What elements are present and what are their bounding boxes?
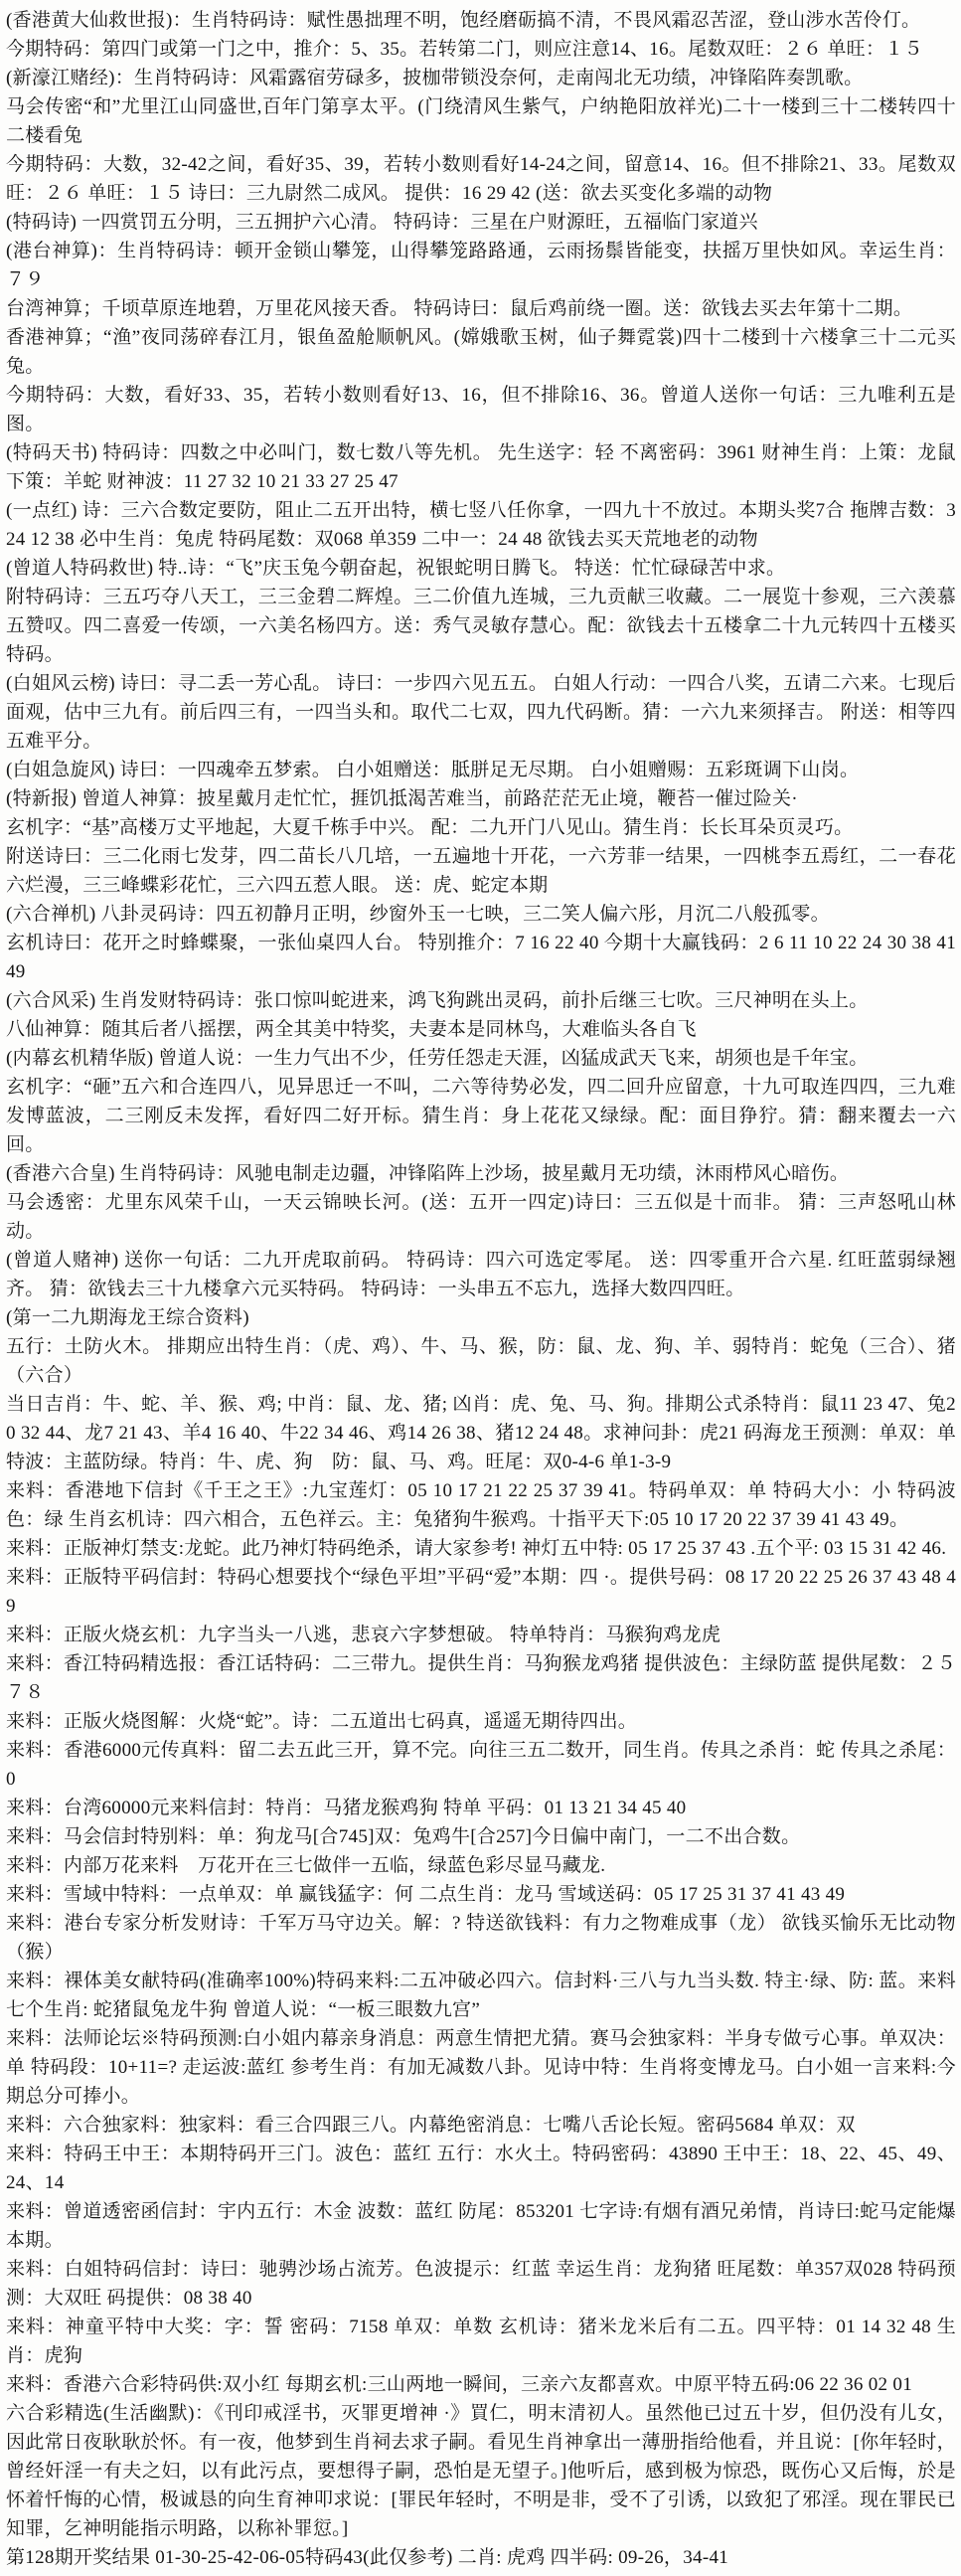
text-paragraph: 来料：台湾60000元来料信封：特肖：马猪龙猴鸡狗 特单 平码：01 13 21 34 45 40: [6, 1798, 687, 1818]
text-paragraph: 来料：法师论坛※特码预测:白小姐内幕亲身消息：两意生情把尤猜。赛马会独家料：半身专做亏心事。单双决：单 特码段：10+11=? 走运波:蓝红 参考生肖：有加无减数八卦。见诗中特：生肖将变博龙马。白小姐一言来料:今期总分可捧小。: [6, 2028, 956, 2107]
text-paragraph: (曾道人特码救世) 特..诗：“飞”庆玉兔今朝奋起，祝银蛇明日腾飞。 特送：忙忙碌碌苦中求。: [6, 558, 786, 579]
text-paragraph: 今期特码：第四门或第一门之中，推介：5、35。若转第二门，则应注意14、16。尾数双旺：２６ 单旺：１５: [6, 39, 923, 60]
text-paragraph: 来料：港台专家分析发财诗：千军万马守边关。解：? 特送欲钱料：有力之物难成事（龙） 欲钱买愉乐无比动物（猴）: [6, 1913, 956, 1963]
text-paragraph: 当日吉肖：牛、蛇、羊、猴、鸡; 中肖：鼠、龙、猪; 凶肖：虎、兔、马、狗。排期公式杀特肖：鼠11 23 47、兔20 32 44、龙7 21 43、羊4 16 40、牛22 34 46、鸡14 26 38、猪12 24 48。求神问卦：虎21 码海龙王预测：单双：单 特波：主蓝防绿。特肖：牛、虎、狗 防：鼠、马、鸡。旺尾：双0-4-6 单1-3-9: [6, 1394, 956, 1472]
text-paragraph: (第一二九期海龙王综合资料): [6, 1307, 249, 1328]
text-paragraph: (香港黄大仙救世报)：生肖特码诗：赋性愚拙理不明，饱经磨砺搞不清，不畏风霜忍苦涩，登山涉水苦伶仃。: [6, 10, 921, 31]
text-paragraph: 玄机诗曰：花开之时蜂蝶聚，一张仙桌四人台。 特别推介：7 16 22 40 今期十大赢钱码：2 6 11 10 22 24 30 38 41 49: [6, 933, 956, 982]
text-paragraph: (白姐急旋风) 诗曰：一四魂牵五梦索。 白小姐赠送：胝胼足无尽期。 白小姐赠赐：五彩斑调下山岗。: [6, 760, 860, 780]
text-paragraph: (曾道人赌神) 送你一句话：二九开虎取前码。 特码诗：四六可选定零尾。 送：四零重开合六星. 红旺蓝弱绿翘齐。 猜：欲钱去三十九楼拿六元买特码。 特码诗：一头串五不忘九，选择大数四四旺。: [6, 1250, 956, 1299]
text-paragraph: 来料：马会信封特别料：单：狗龙马[合745]双：兔鸡牛[合257]今日偏中南门，一二不出合数。: [6, 1826, 801, 1847]
text-paragraph: 来料：正版火烧玄机：九字当头一八逃，悲哀六字梦想破。 特单特肖：马猴狗鸡龙虎: [6, 1625, 721, 1645]
text-paragraph: 来料：特码王中王：本期特码开三门。波色：蓝红 五行：水火土。特码密码：43890 王中王：18、22、45、49、24、14: [6, 2144, 956, 2193]
text-paragraph: 附特码诗：三五巧夺八天工，三三金碧二辉煌。三二价值九连城，三九贡献三收藏。二一展览十参观，三六羡慕五赞叹。四二喜爱一传颂，一六美名杨四方。送：秀气灵敏存慧心。配：欲钱去十五楼拿二十九元转四十五楼买特码。: [6, 587, 956, 665]
text-paragraph: 第128期开奖结果 01-30-25-42-06-05特码43(此仅参考) 二肖: 虎鸡 四半码: 09-26，34-41: [6, 2547, 729, 2568]
text-paragraph: 今期特码：大数，看好33、35，若转小数则看好13、16，但不排除16、36。曾道人送你一句话：三九唯利五是图。: [6, 385, 956, 434]
text-paragraph: (内幕玄机精华版) 曾道人说：一生力气出不少，任劳任怨走天涯，凶猛成武天飞来，胡须也是千年宝。: [6, 1048, 869, 1069]
text-paragraph: 玄机字：“基”高楼万丈平地起，大夏千栋手中兴。 配：二九开门八见山。猜生肖：长长耳朵页灵巧。: [6, 817, 854, 838]
text-paragraph: 台湾神算；千顷草原连地碧，万里花风接天香。 特码诗曰：鼠后鸡前绕一圈。送：欲钱去买去年第十二期。: [6, 298, 913, 319]
text-paragraph: 马会传密“和”尤里江山同盛世,百年门第享太平。(门绕清风生紫气，户纳艳阳放祥光)二十一楼到三十二楼转四十二楼看兔: [6, 96, 956, 146]
text-paragraph: 六合彩精选(生活幽默)：《刊印戒淫书，灭罪更增神 ·》買仁，明末清初人。虽然他已过五十岁，但仍没有儿女，因此常日夜耿耿於怀。有一夜，他梦到生肖祠去求子嗣。看见生肖神拿出一薄册指给他看，并且说：[你年轻时，曾经奸淫一有夫之妇，以有此污点，要想得子嗣，恐怕是无望子。]他听后，感到极为惊恐，既伤心又后悔，於是怀着忏悔的心情，极诚恳的向生育神叩求说：[罪民年轻时，不明是非，受不了引诱，以致犯了邪淫。现在罪民已知罪，乞神明能指示明路，以称补罪愆。]: [6, 2403, 956, 2539]
text-paragraph: 来料：白姐特码信封：诗曰：驰骋沙场占流芳。色波提示：红蓝 幸运生肖：龙狗猪 旺尾数：单357双028 特码预测：大双旺 码提供：08 38 40: [6, 2259, 956, 2309]
text-paragraph: 今期特码：大数，32-42之间，看好35、39，若转小数则看好14-24之间，留意14、16。但不排除21、33。尾数双旺：２６ 单旺：１５ 诗曰：三九尉然二成风。 提供：16 29 42 (送：欲去买变化多端的动物: [6, 154, 956, 204]
text-paragraph: 来料：香港地下信封《千王之王》:九宝莲灯：05 10 17 21 22 25 37 39 41。特码单双：单 特码大小：小 特码波色：绿 生肖玄机诗：四六相合，五色祥云。主：兔猪狗牛猴鸡。十指平天下:05 10 17 20 22 37 39 41 43 49。: [6, 1480, 956, 1530]
text-paragraph: 玄机字：“砸”五六和合连四八，见异思迁一不叫，二六等待势必发，四二回升应留意，十九可取连四四，三九难发博蓝波，二三刚反未发挥，看好四二好开标。猜生肖：身上花花又绿绿。配：面目狰狞。猜：翻来覆去一六回。: [6, 1077, 956, 1155]
text-paragraph: 八仙神算：随其后者八摇摆，两全其美中特奖，夫妻本是同林鸟，大难临头各自飞: [6, 1019, 697, 1040]
text-paragraph: 附送诗曰：三二化雨七发芽，四二苗长八几培，一五遍地十开花，一六芳菲一结果，一四桃李五焉红，二一春花六烂漫，三三峰蝶彩花忙，三六四五惹人眼。 送：虎、蛇定本期: [6, 846, 956, 896]
text-paragraph: (白姐风云榜) 诗曰：寻二丢一芳心乱。 诗曰：一步四六见五五。 白姐人行动：一四合八奖，五请二六来。七现后面观，估中三九有。前后四三有，一四当头和。取代二七双，四九代码断。猜：一六九来须择吉。 附送：相等四五难平分。: [6, 673, 956, 752]
text-paragraph: 来料：裸体美女献特码(准确率100%)特码来料:二五冲破必四六。信封料·三八与九当头数. 特主·绿、防: 蓝。来料七个生肖: 蛇猪鼠兔龙牛狗 曾道人说：“一板三眼数九宫”: [6, 1971, 956, 2020]
text-paragraph: (一点红) 诗：三六合数定要防，阻止二五开出特，横七竖八任你拿，一四九十不放过。本期头奖7合 拖牌吉数：3 24 12 38 必中生肖：兔虎 特码尾数：双068 单359 二中一：24 48 欲钱去买天荒地老的动物: [6, 500, 956, 550]
text-paragraph: (香港六合皇) 生肖特码诗：风驰电制走边疆，冲锋陷阵上沙场，披星戴月无功绩，沐雨栉风心暗伤。: [6, 1163, 850, 1184]
text-paragraph: 来料：神童平特中大奖：字：誓 密码：7158 单双：单数 玄机诗：猪米龙米后有二五。四平特：01 14 32 48 生肖：虎狗: [6, 2317, 956, 2366]
text-paragraph: 来料：香江特码精选报：香江话特码：二三带九。提供生肖：马狗猴龙鸡猪 提供波色：主绿防蓝 提供尾数：２５７８: [6, 1653, 956, 1703]
text-paragraph: 五行：土防火木。 排期应出特生肖：（虎、鸡）、牛、马、猴，防：鼠、龙、狗、羊、弱特肖：蛇兔（三合）、猪（六合）: [6, 1336, 956, 1386]
text-paragraph: 来料：正版神灯禁支:龙蛇。此乃神灯特码绝杀，请大家参考! 神灯五中特: 05 17 25 37 43 .五个平: 03 15 31 42 46.: [6, 1538, 947, 1559]
text-paragraph: 来料：正版火烧图解：火烧“蛇”。诗：二五道出七码真，遥遥无期待四出。: [6, 1711, 638, 1732]
text-paragraph: 来料：正版特平码信封：特码心想要找个“绿色平坦”平码“爱”本期：四 ·。提供号码：08 17 20 22 25 26 37 43 48 49: [6, 1567, 956, 1617]
text-paragraph: (港台神算)：生肖特码诗：顿开金锁山攀笼，山得攀笼路路通，云雨扬鬃皆能变，扶摇万里快如风。幸运生肖：７９: [6, 241, 956, 290]
text-paragraph: 香港神算；“渔”夜同荡碎春江月，银鱼盈舱顺帆风。(嫦娥歌玉树，仙子舞霓裳)四十二楼到十六楼拿三十二元买兔。: [6, 327, 956, 377]
text-paragraph: 马会透密：尤里东风荣千山，一天云锦映长河。(送：五开一四定)诗曰：三五似是十而非。 猜：三声怒吼山林动。: [6, 1192, 956, 1242]
text-paragraph: 来料：雪域中特料：一点单双：单 赢钱猛字：何 二点生肖：龙马 雪域送码：05 17 25 31 37 41 43 49: [6, 1884, 846, 1905]
text-paragraph: 来料：内部万花来料 万花开在三七做伴一五临，绿蓝色彩尽显马藏龙.: [6, 1855, 606, 1876]
text-paragraph: (特码天书) 特码诗：四数之中必叫门，数七数八等先机。 先生送字：轻 不离密码：3961 财神生肖：上策：龙鼠 下策：羊蛇 财神波：11 27 32 10 21 33 27 25 47: [6, 442, 956, 492]
text-paragraph: (新濠江赌经)：生肖特码诗：风霜露宿劳碌多，披枷带锁没奈何，走南闯北无功绩，冲锋陷阵奏凯歌。: [6, 68, 864, 88]
text-paragraph: 来料：六合独家料：独家料：看三合四跟三八。内幕绝密消息：七嘴八舌论长短。密码5684 单双：双: [6, 2115, 856, 2136]
text-paragraph: (特新报) 曾道人神算：披星戴月走忙忙，捱饥抵渴苦难当，前路茫茫无止境，鞭苔一催过险关·: [6, 788, 798, 809]
text-paragraph: (六合风采) 生肖发财特码诗：张口惊叫蛇进来，鸿飞狗跳出灵码，前扑后继三七吹。三尺神明在头上。: [6, 990, 869, 1011]
text-paragraph: 来料：曾道透密函信封：宇内五行：木金 波数：蓝红 防尾：853201 七字诗:有烟有酒兄弟情，肖诗曰:蛇马定能爆本期。: [6, 2201, 956, 2251]
text-paragraph: 来料：香港六合彩特码供:双小红 每期玄机:三山两地一瞬间，三亲六友都喜欢。中原平特五码:06 22 36 02 01: [6, 2374, 912, 2395]
text-paragraph: 来料：香港6000元传真料：留二去五此三开，算不完。向往三五二数开，同生肖。传具之杀肖：蛇 传具之杀尾：0: [6, 1740, 956, 1790]
text-paragraph: (六合禅机) 八卦灵码诗：四五初静月正明，纱窗外玉一七映，三二笑人偏六彤，月沉二八般孤零。: [6, 904, 830, 925]
text-paragraph: (特码诗) 一四赏罚五分明，三五拥护六心清。 特码诗：三星在户财源旺，五福临门家道兴: [6, 212, 758, 233]
